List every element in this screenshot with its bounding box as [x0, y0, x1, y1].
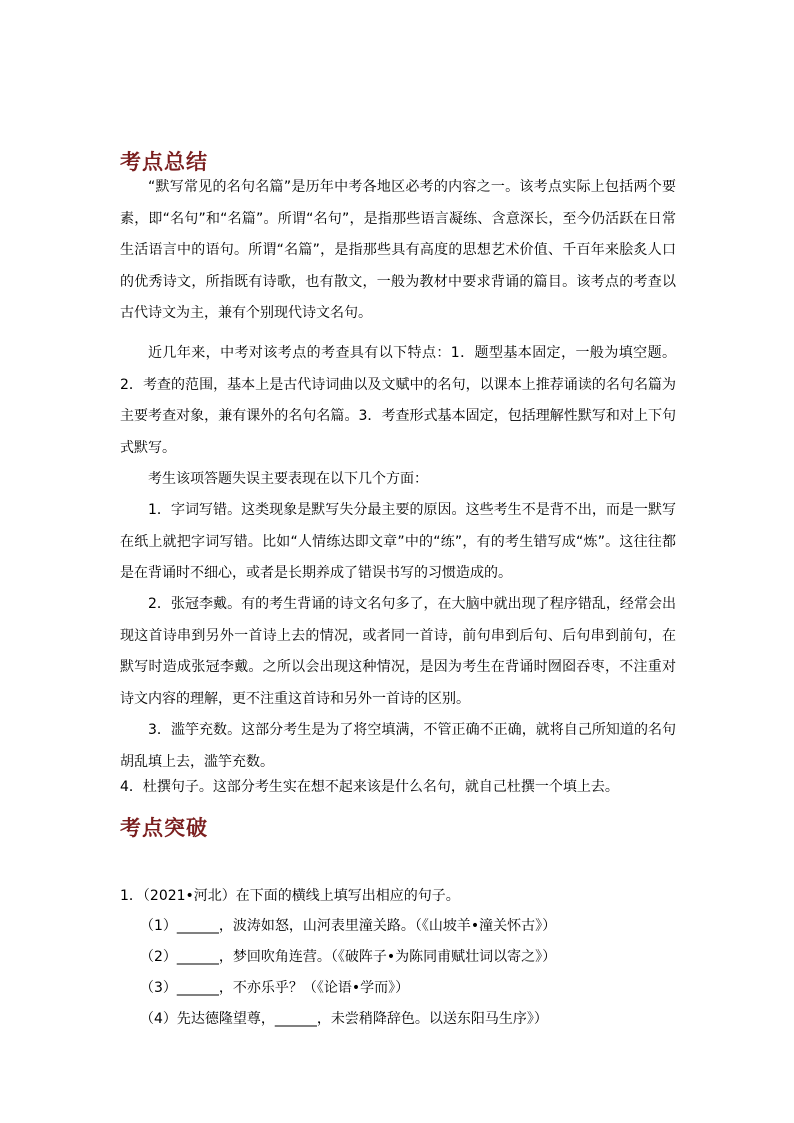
paragraph-error-2: 2．张冠李戴。有的考生背诵的诗文名句多了，在大脑中就出现了程序错乱，经常会出现这首诗串到另外一首诗上去的情况，或者同一首诗，前句串到后句、后句串到前句，在默写时造成张冠李戴。之所以会出现这种情况，是因为考生在背诵时囫囵吞枣，不注重对诗文内容的理解，更不注重这首诗和另外一首诗的区别。	[120, 596, 676, 707]
section-heading-breakthrough: 考点突破	[120, 815, 208, 840]
question-item: （1）______，波涛如怒，山河表里潼关路。（《山坡羊•潼关怀古》）	[140, 918, 557, 934]
question-item: （2）______，梦回吹角连营。（《破阵子•为陈同甫赋壮词以寄之》）	[140, 949, 557, 965]
question-item: （3）______，不亦乐乎？（《论语•学而》）	[140, 980, 410, 996]
paragraph-error-3: 3．滥竽充数。这部分考生是为了将空填满，不管正确不正确，就将自己所知道的名句胡乱填上去，滥竽充数。	[120, 722, 676, 770]
section-heading-summary: 考点总结	[120, 149, 208, 174]
question-item: （4）先达德隆望尊，______，未尝稍降辞色。以送东阳马生序》）	[140, 1011, 548, 1027]
paragraph-errors-intro: 考生该项答题失误主要表现在以下几个方面：	[148, 471, 428, 487]
paragraph-features: 近几年来，中考对该考点的考查具有以下特点：1．题型基本固定，一般为填空题。2．考查的范围，基本上是古代诗词曲以及文赋中的名句，以课本上推荐诵读的名句名篇为主要考查对象，兼有课外的名句名篇。3．考查形式基本固定，包括理解性默写和对上下句式默写。	[120, 345, 676, 456]
question-stem: 1．（2021•河北）在下面的横线上填写出相应的句子。	[120, 888, 460, 904]
paragraph-error-4: 4．杜撰句子。这部分考生实在想不起来该是什么名句，就自己杜撰一个填上去。	[120, 779, 619, 795]
paragraph-error-1: 1．字词写错。这类现象是默写失分最主要的原因。这些考生不是背不出，而是一默写在纸上就把字词写错。比如“人情练达即文章”中的“练”，有的考生错写成“炼”。这往往都是在背诵时不细心，或者是长期养成了错误书写的习惯造成的。	[120, 502, 676, 581]
paragraph-intro: “默写常见的名句名篇”是历年中考各地区必考的内容之一。该考点实际上包括两个要素，即“名句”和“名篇”。所谓“名句”，是指那些语言凝练、含意深长，至今仍活跃在日常生活语言中的语句。所谓“名篇”，是指那些具有高度的思想艺术价值、千百年来脍炙人口的优秀诗文，所指既有诗歌，也有散文，一般为教材中要求背诵的篇目。该考点的考查以古代诗文为主，兼有个别现代诗文名句。	[120, 179, 676, 321]
